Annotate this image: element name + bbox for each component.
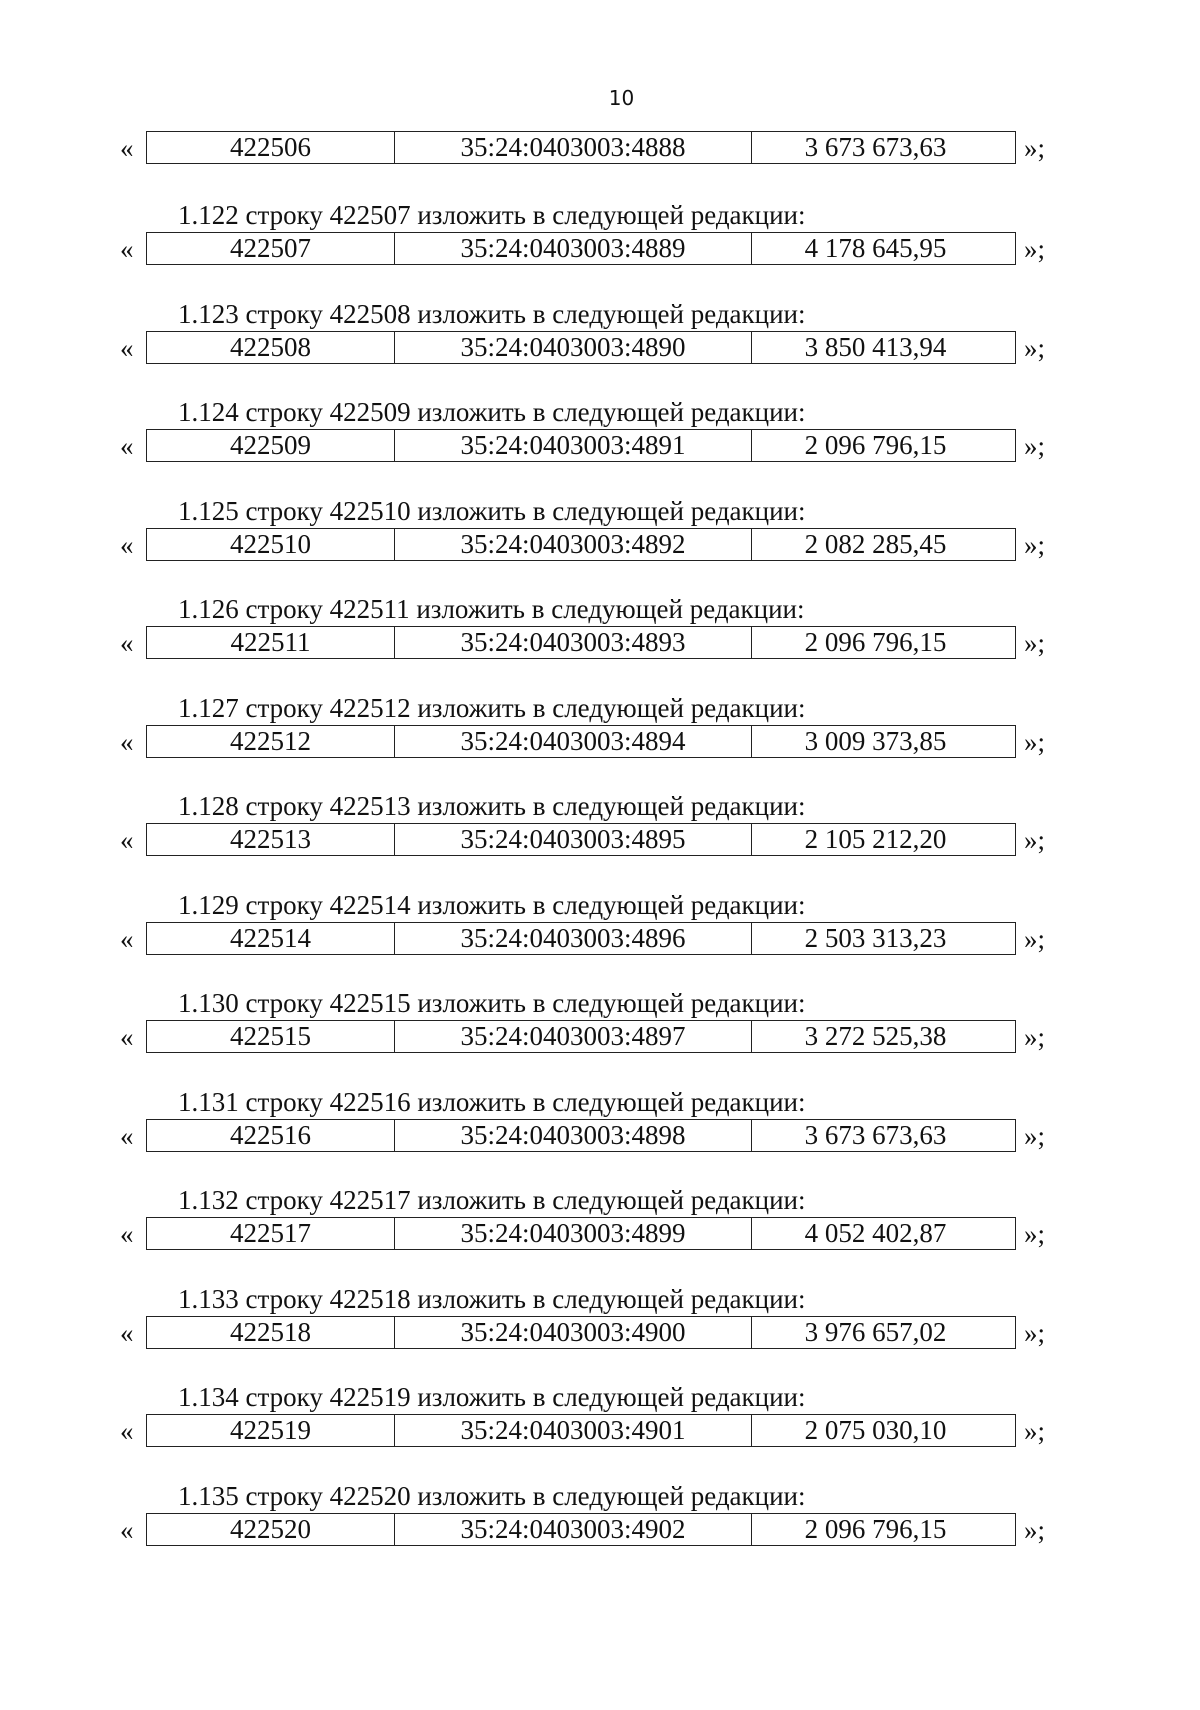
amendment-instruction: 1.122 строку 422507 изложить в следующей редакции: <box>178 200 806 230</box>
amendment-instruction: 1.125 строку 422510 изложить в следующей редакции: <box>178 495 806 526</box>
value-cell: 2 082 285,45 <box>804 528 947 559</box>
amendment-block <box>0 297 1200 363</box>
cadastral-number-cell: 35:24:0403003:4901 <box>395 1415 752 1446</box>
value-cell: 3 272 525,38 <box>804 1021 947 1051</box>
table-row-cells <box>146 131 1016 164</box>
opening-quote: « <box>120 1317 134 1348</box>
amendment-instruction: 1.127 строку 422512 изложить в следующей редакции: <box>178 692 806 723</box>
amendment-instruction: 1.129 строку 422514 изложить в следующей редакции: <box>178 889 806 920</box>
table-row <box>0 1118 1200 1154</box>
table-row-cells <box>146 1513 1016 1546</box>
row-id-cell: 422510 <box>147 529 395 560</box>
closing-quote: »; <box>1024 133 1046 163</box>
value-cell: 3 673 673,63 <box>804 132 947 162</box>
amendment-block <box>0 1085 1200 1151</box>
closing-quote: »; <box>1024 825 1046 855</box>
amendment-instruction: 1.135 строку 422520 изложить в следующей редакции: <box>178 1480 806 1511</box>
cadastral-number-cell: 35:24:0403003:4902 <box>395 1514 752 1545</box>
row-id-cell: 422507 <box>147 233 395 264</box>
closing-quote: »; <box>1024 529 1046 560</box>
table-row-cells <box>146 1119 1016 1152</box>
closing-quote: »; <box>1024 1514 1046 1545</box>
table-row-cells <box>146 1217 1016 1250</box>
opening-quote: « <box>120 234 134 264</box>
amendment-instruction: 1.128 строку 422513 изложить в следующей редакции: <box>178 791 806 821</box>
cadastral-number-cell: 35:24:0403003:4892 <box>395 529 752 560</box>
closing-quote: »; <box>1024 726 1046 757</box>
amendment-instruction: 1.124 строку 422509 изложить в следующей редакции: <box>178 397 806 427</box>
row-id-cell: 422506 <box>147 132 395 163</box>
value-cell: 3 976 657,02 <box>804 1316 947 1347</box>
amendment-block <box>0 494 1200 560</box>
table-row <box>0 625 1200 661</box>
cadastral-number-cell: 35:24:0403003:4897 <box>395 1021 752 1052</box>
table-row-cells <box>146 1020 1016 1053</box>
table-row <box>0 822 1200 858</box>
row-id-cell: 422509 <box>147 430 395 461</box>
opening-quote: « <box>120 1120 134 1151</box>
table-row-first <box>0 130 1200 166</box>
amendment-block <box>0 1380 1200 1446</box>
row-id-cell: 422513 <box>147 824 395 855</box>
row-id-cell: 422514 <box>147 923 395 954</box>
amendment-block <box>0 888 1200 954</box>
value-cell: 4 052 402,87 <box>804 1218 947 1248</box>
row-id-cell: 422516 <box>147 1120 395 1151</box>
table-row <box>0 724 1200 760</box>
amendment-block <box>0 1183 1200 1249</box>
cadastral-number-cell: 35:24:0403003:4893 <box>395 627 752 658</box>
cadastral-number-cell: 35:24:0403003:4888 <box>395 132 752 163</box>
value-cell: 2 096 796,15 <box>804 430 947 460</box>
opening-quote: « <box>120 1416 134 1446</box>
table-row <box>0 231 1200 267</box>
page-number: 10 <box>608 86 635 110</box>
closing-quote: »; <box>1024 1317 1046 1348</box>
value-cell: 2 096 796,15 <box>804 627 947 657</box>
amendment-instruction: 1.126 строку 422511 изложить в следующей редакции: <box>178 594 805 624</box>
cadastral-number-cell: 35:24:0403003:4891 <box>395 430 752 461</box>
cadastral-number-cell: 35:24:0403003:4894 <box>395 726 752 757</box>
opening-quote: « <box>120 628 134 658</box>
row-id-cell: 422515 <box>147 1021 395 1052</box>
table-row <box>0 1512 1200 1548</box>
amendment-block <box>0 1282 1200 1348</box>
amendment-block <box>0 1479 1200 1545</box>
closing-quote: »; <box>1024 1120 1046 1151</box>
opening-quote: « <box>120 332 134 363</box>
opening-quote: « <box>120 923 134 954</box>
row-id-cell: 422511 <box>147 627 395 658</box>
closing-quote: »; <box>1024 1416 1046 1446</box>
table-row <box>0 1216 1200 1252</box>
row-id-cell: 422517 <box>147 1218 395 1249</box>
opening-quote: « <box>120 1219 134 1249</box>
cadastral-number-cell: 35:24:0403003:4895 <box>395 824 752 855</box>
table-row <box>0 1315 1200 1351</box>
opening-quote: « <box>120 431 134 461</box>
row-id-cell: 422508 <box>147 332 395 363</box>
opening-quote: « <box>120 825 134 855</box>
closing-quote: »; <box>1024 332 1046 363</box>
value-cell: 4 178 645,95 <box>804 233 947 263</box>
row-id-cell: 422518 <box>147 1317 395 1348</box>
row-id-cell: 422512 <box>147 726 395 757</box>
value-cell: 3 673 673,63 <box>804 1119 947 1150</box>
amendment-instruction: 1.134 строку 422519 изложить в следующей редакции: <box>178 1382 806 1412</box>
value-cell: 3 850 413,94 <box>804 331 947 362</box>
table-row <box>0 1413 1200 1449</box>
closing-quote: »; <box>1024 628 1046 658</box>
table-row <box>0 527 1200 563</box>
table-row <box>0 921 1200 957</box>
amendment-block <box>0 986 1200 1052</box>
table-row-cells <box>146 232 1016 265</box>
amendment-instruction: 1.131 строку 422516 изложить в следующей редакции: <box>178 1086 806 1117</box>
amendment-instruction: 1.130 строку 422515 изложить в следующей редакции: <box>178 988 806 1018</box>
table-row-cells <box>146 331 1016 364</box>
closing-quote: »; <box>1024 431 1046 461</box>
table-row-cells <box>146 1316 1016 1349</box>
table-row <box>0 330 1200 366</box>
table-row-cells <box>146 528 1016 561</box>
opening-quote: « <box>120 726 134 757</box>
amendment-instruction: 1.133 строку 422518 изложить в следующей редакции: <box>178 1283 806 1314</box>
amendment-block <box>0 198 1200 264</box>
opening-quote: « <box>120 1514 134 1545</box>
value-cell: 3 009 373,85 <box>804 725 947 756</box>
opening-quote: « <box>120 133 134 163</box>
table-row <box>0 1019 1200 1055</box>
opening-quote: « <box>120 1022 134 1052</box>
amendment-block <box>0 691 1200 757</box>
table-row-cells <box>146 823 1016 856</box>
closing-quote: »; <box>1024 234 1046 264</box>
cadastral-number-cell: 35:24:0403003:4889 <box>395 233 752 264</box>
cadastral-number-cell: 35:24:0403003:4896 <box>395 923 752 954</box>
table-row-cells <box>146 1414 1016 1447</box>
row-id-cell: 422520 <box>147 1514 395 1545</box>
table-row-cells <box>146 429 1016 462</box>
value-cell: 2 075 030,10 <box>804 1415 947 1445</box>
amendment-instruction: 1.132 строку 422517 изложить в следующей редакции: <box>178 1185 806 1215</box>
closing-quote: »; <box>1024 1022 1046 1052</box>
cadastral-number-cell: 35:24:0403003:4898 <box>395 1120 752 1151</box>
table-row <box>0 428 1200 464</box>
amendment-block <box>0 592 1200 658</box>
table-row-cells <box>146 922 1016 955</box>
table-row-cells <box>146 725 1016 758</box>
value-cell: 2 503 313,23 <box>804 922 947 953</box>
amendment-instruction: 1.123 строку 422508 изложить в следующей редакции: <box>178 298 806 329</box>
closing-quote: »; <box>1024 923 1046 954</box>
amendment-block <box>0 789 1200 855</box>
cadastral-number-cell: 35:24:0403003:4900 <box>395 1317 752 1348</box>
value-cell: 2 105 212,20 <box>804 824 947 854</box>
amendment-block <box>0 395 1200 461</box>
cadastral-number-cell: 35:24:0403003:4899 <box>395 1218 752 1249</box>
table-row-cells <box>146 626 1016 659</box>
cadastral-number-cell: 35:24:0403003:4890 <box>395 332 752 363</box>
value-cell: 2 096 796,15 <box>804 1513 947 1544</box>
closing-quote: »; <box>1024 1219 1046 1249</box>
opening-quote: « <box>120 529 134 560</box>
row-id-cell: 422519 <box>147 1415 395 1446</box>
